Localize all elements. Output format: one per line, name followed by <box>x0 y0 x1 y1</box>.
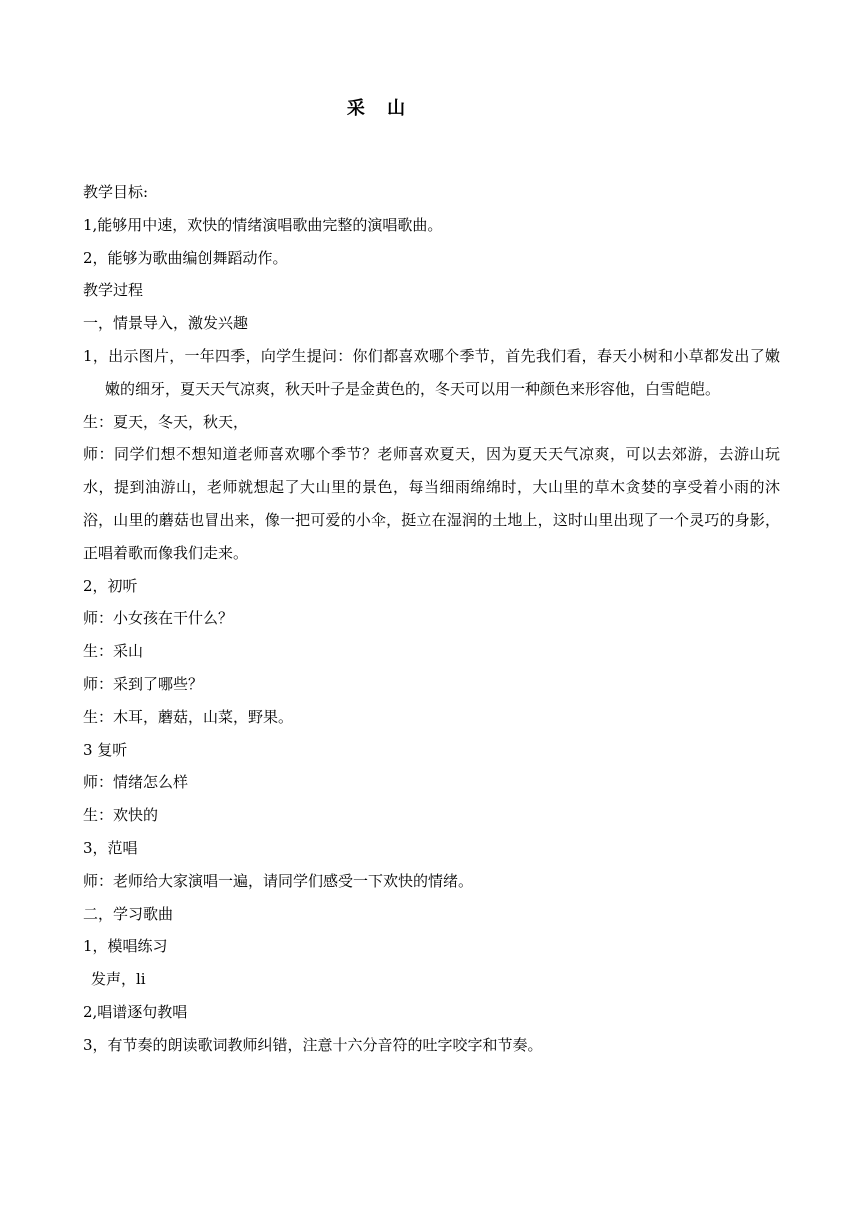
dialogue-line: 生：夏天，冬天，秋天， <box>83 412 249 431</box>
dialogue-line: 师：老师给大家演唱一遍，请同学们感受一下欢快的情绪。 <box>83 871 474 890</box>
dialogue-line: 师：采到了哪些？ <box>83 674 204 693</box>
step-heading: 一，情景导入，激发兴趣 <box>83 314 249 333</box>
section-heading-objectives: 教学目标: <box>83 183 149 201</box>
objective-item: 1,能够用中速，欢快的情绪演唱歌曲完整的演唱歌曲。 <box>83 215 443 234</box>
dialogue-line: 生：采山 <box>83 642 144 661</box>
page-title: 采 山 <box>346 98 414 119</box>
dialogue-line: 生：欢快的 <box>83 806 159 825</box>
paragraph: 师：同学们想不想知道老师喜欢哪个季节？老师喜欢夏天，因为夏天天气凉爽，可以去郊游，去游山玩水，提到油游山，老师就想起了大山里的景色，每当细雨绵绵时，大山里的草木贪婪的享受着小雨的沐浴，山里的蘑菇也冒出来，像一把可爱的小伞，挺立在湿润的土地上，这时山里出现了一个灵巧的身影，正唱着歌而像我们走来。 <box>83 445 780 562</box>
step-heading: 1，模唱练习 <box>83 937 168 956</box>
step-detail: 发声，li <box>91 970 146 989</box>
step-heading: 3 复听 <box>83 740 128 759</box>
step-heading: 3，范唱 <box>83 838 138 857</box>
step-heading: 3，有节奏的朗读歌词教师纠错，注意十六分音符的吐字咬字和节奏。 <box>83 1035 543 1054</box>
step-heading: 2,唱谱逐句教唱 <box>83 1002 188 1021</box>
objective-item: 2，能够为歌曲编创舞蹈动作。 <box>83 248 288 267</box>
section-heading: 二，学习歌曲 <box>83 904 174 923</box>
document-body <box>83 176 780 1062</box>
dialogue-line: 师：小女孩在干什么？ <box>83 609 234 628</box>
paragraph: 1，出示图片，一年四季，向学生提问：你们都喜欢哪个季节，首先我们看，春天小树和小草都发出了嫩嫩的细牙，夏天天气凉爽，秋天叶子是金黄色的，冬天可以用一种颜色来形容他，白雪皑皑。 <box>83 346 780 398</box>
dialogue-line: 师：情绪怎么样 <box>83 773 189 792</box>
dialogue-line: 生：木耳，蘑菇，山菜，野果。 <box>83 707 294 726</box>
section-heading-process: 教学过程 <box>83 281 144 300</box>
step-heading: 2，初听 <box>83 576 138 595</box>
